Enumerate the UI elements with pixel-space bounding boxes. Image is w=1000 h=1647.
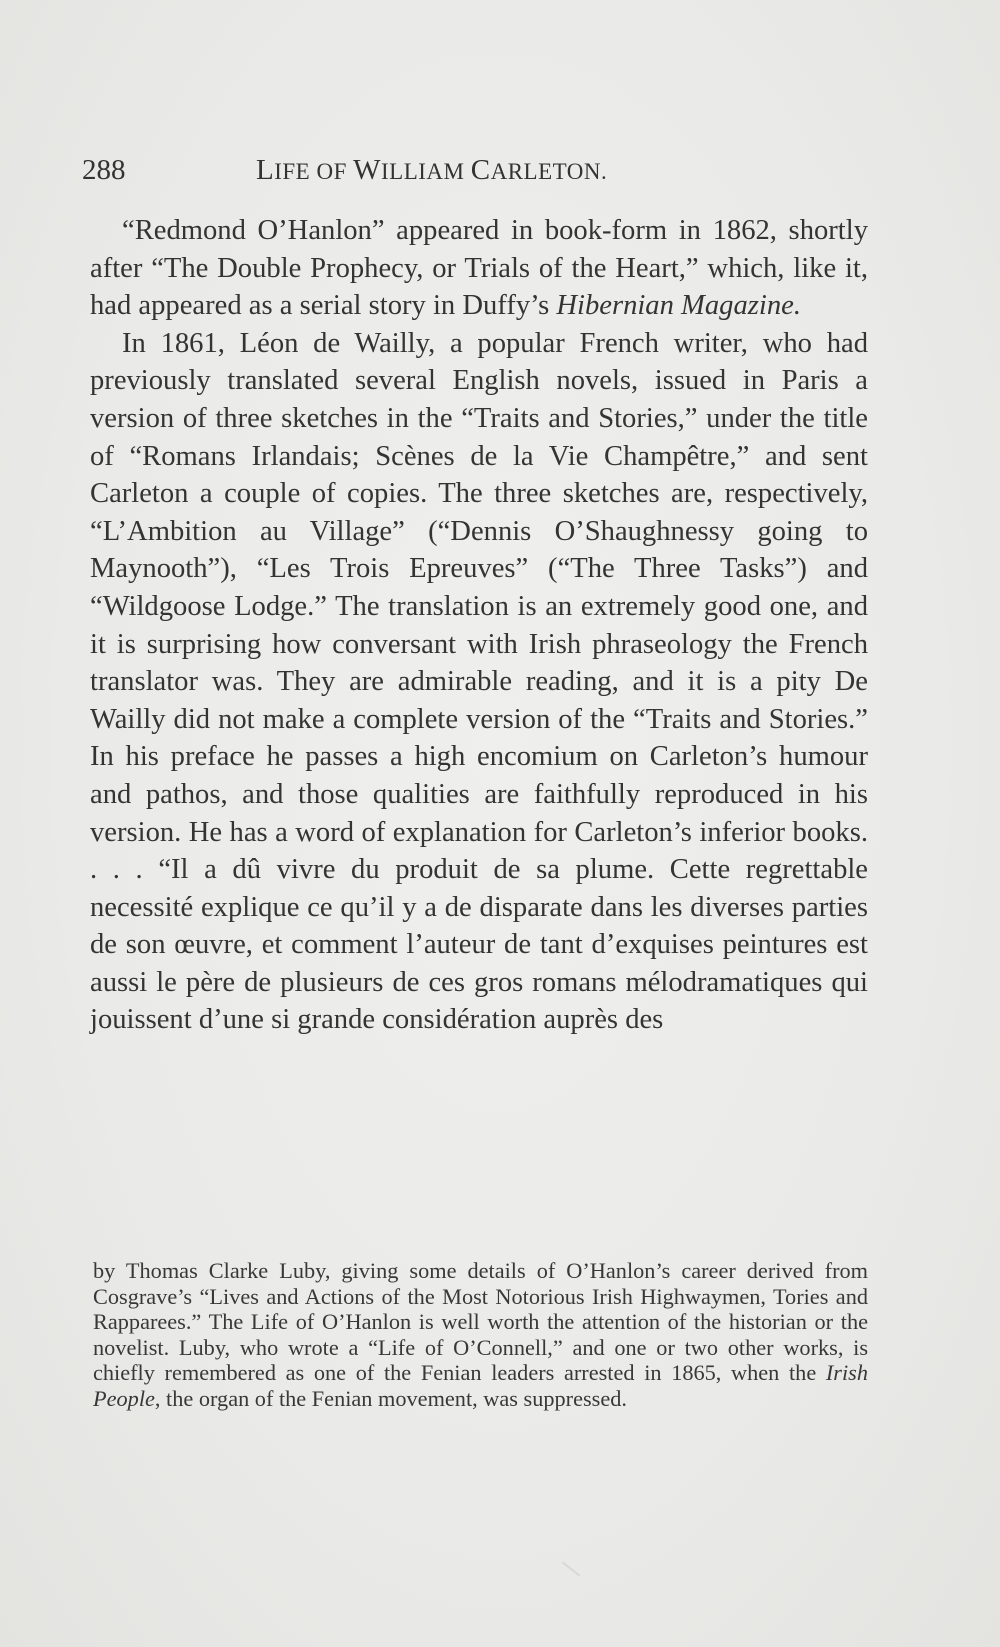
running-head xyxy=(82,150,872,190)
page-blemish xyxy=(562,1561,581,1576)
footnote xyxy=(93,1258,868,1412)
page-number: 288 xyxy=(82,154,126,186)
paragraph-leon-de-wailly: In 1861, Léon de Wailly, a popular French writer, who had previously translated several English novels, issued in Paris a version of three sketches in the “Traits and Stories,” under the title of “Romans Irlandais; Scènes de la Vie Champêtre,” and sent Carleton a couple of copies. The three sketches are, respectively, “L’Ambition au Village” (“Dennis O’Shaughnessy going to Maynooth”), “Les Trois Epreuves” (“The Three Tasks”) and “Wildgoose Lodge.” The translation is an extremely good one, and it is surprising how conversant with Irish phraseology the French translator was. They are admirable reading, and it is a pity De Wailly did not make a complete version of the “Traits and Stories.” In his preface he passes a high encomium on Carleton’s humour and pathos, and those qualities are faithfully reproduced in his version. He has a word of explanation for Carleton’s inferior books. . . . “Il a dû vivre du produit de sa plume. Cette regrettable necessité explique ce qu’il y a de disparate dans les diverses parties de son œuvre, et comment l’auteur de tant d’exquises peintures est aussi le père de plusieurs de ces gros romans mélodramatiques qui jouissent d’une si grande considération auprès des xyxy=(90,327,868,1036)
running-title-small-caps-1: IFE OF xyxy=(274,159,354,184)
footnote-text-b: , the organ of the Fenian movement, was suppressed. xyxy=(154,1385,627,1411)
footnote-text xyxy=(93,1258,868,1412)
running-title-initial-l: L xyxy=(256,154,275,186)
running-title-small-caps-2: ILLIAM xyxy=(381,159,471,184)
running-title-initial-c: C xyxy=(470,154,491,186)
footnote-italic: Irish People xyxy=(93,1360,868,1411)
paragraph-1-text: “Redmond O’Hanlon” appeared in book-form in 1862, shortly after “The Double Prophecy, or Trials of the Heart,” which, like it, had appeared as a serial story in Duffy’s xyxy=(90,215,868,322)
running-title xyxy=(256,150,607,192)
paragraph-redmond-ohanlon xyxy=(90,212,868,325)
footnote-text-a: by Thomas Clarke Luby, giving some details of O’Hanlon’s career derived from Cosgrave’s “Lives and Actions of the Most Notorious Irish Highwaymen, Tories and Rapparees.” The Life of O’Hanlon is well worth the attention of the historian or the novelist. Luby, who wrote a “Life of O’Connell,” and one or two other works, is chiefly remembered as one of the Fenian leaders arrested in 1865, when the xyxy=(93,1258,868,1386)
running-title-initial-w: W xyxy=(353,154,381,186)
body-text xyxy=(90,212,868,1039)
running-title-small-caps-3: ARLETON. xyxy=(490,159,608,184)
paragraph-1-italic: Hibernian Magazine. xyxy=(556,290,801,322)
